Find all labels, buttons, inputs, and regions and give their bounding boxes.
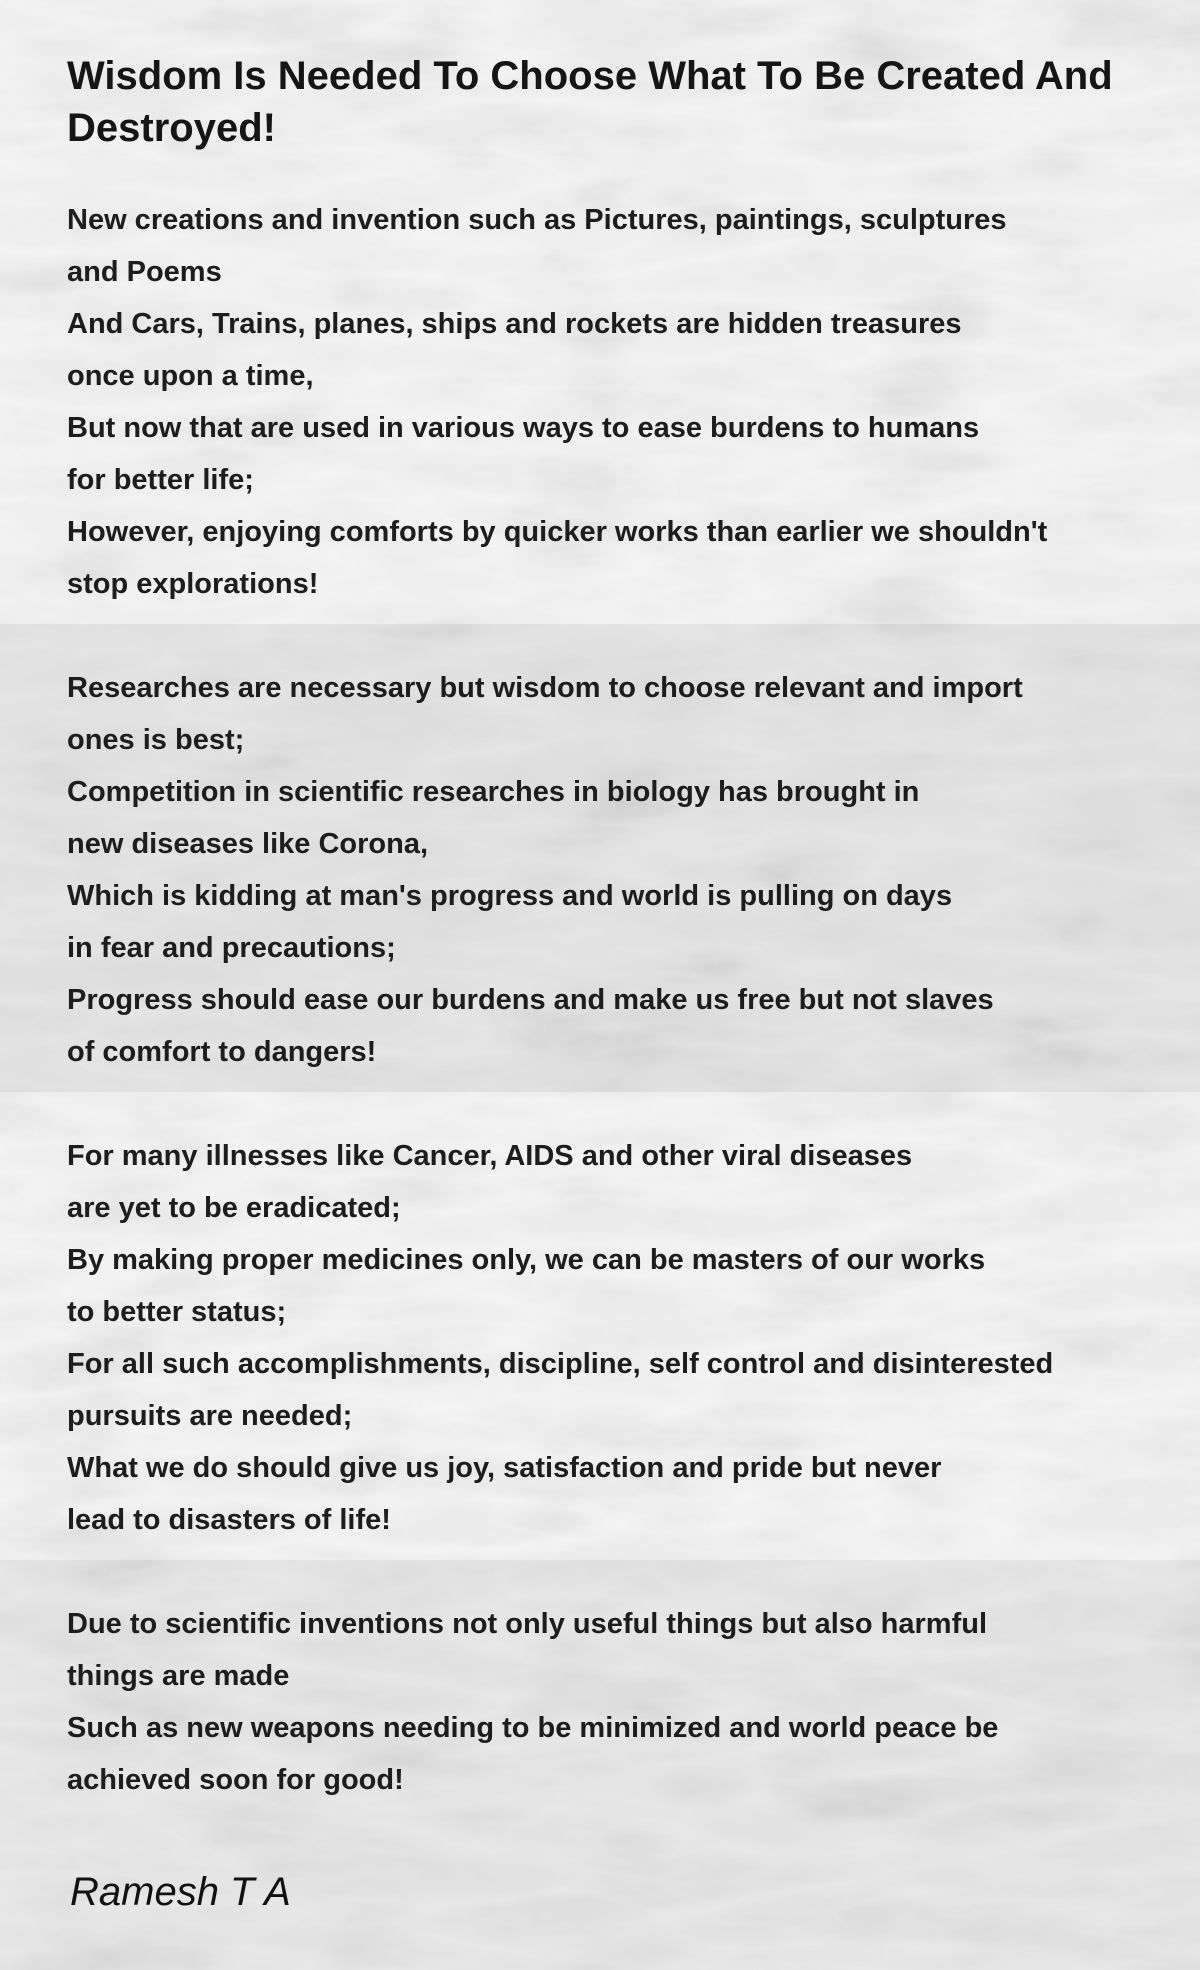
poem-stanza xyxy=(67,662,1177,1078)
poem-author: Ramesh T A xyxy=(70,1870,291,1914)
poem-line: new diseases like Corona, xyxy=(67,828,429,860)
poem-line: But now that are used in various ways to ease burdens to humans xyxy=(67,412,980,444)
poem-line: are yet to be eradicated; xyxy=(67,1192,401,1224)
poem-line: Such as new weapons needing to be minimized and world peace be xyxy=(67,1712,999,1744)
poem-line: achieved soon for good! xyxy=(67,1764,404,1796)
poem-line: ones is best; xyxy=(67,724,245,756)
poem-line: to better status; xyxy=(67,1296,287,1328)
poem-line: Researches are necessary but wisdom to choose relevant and import xyxy=(67,672,1023,704)
poem-line: stop explorations! xyxy=(67,568,319,600)
poem-line: and Poems xyxy=(67,256,222,288)
poem-line: New creations and invention such as Pictures, paintings, sculptures xyxy=(67,204,1007,236)
poem-line: What we do should give us joy, satisfaction and pride but never xyxy=(67,1452,942,1484)
poem-line: Which is kidding at man's progress and world is pulling on days xyxy=(67,880,953,912)
poem-line: pursuits are needed; xyxy=(67,1400,353,1432)
poem-line: Progress should ease our burdens and make us free but not slaves xyxy=(67,984,994,1016)
poem-stanza xyxy=(67,1598,1177,1806)
poem-line: things are made xyxy=(67,1660,290,1692)
poem-line: of comfort to dangers! xyxy=(67,1036,377,1068)
poem-line: Due to scientific inventions not only useful things but also harmful xyxy=(67,1608,987,1640)
poem-line: For all such accomplishments, discipline, self control and disinterested xyxy=(67,1348,1054,1380)
poem-line: Competition in scientific researches in biology has brought in xyxy=(67,776,920,808)
poem-line: in fear and precautions; xyxy=(67,932,396,964)
poem-line: By making proper medicines only, we can be masters of our works xyxy=(67,1244,986,1276)
poem-line: And Cars, Trains, planes, ships and rockets are hidden treasures xyxy=(67,308,962,340)
poem-line: for better life; xyxy=(67,464,254,496)
poem-line: lead to disasters of life! xyxy=(67,1504,391,1536)
poem-title: Wisdom Is Needed To Choose What To Be Created And Destroyed! xyxy=(67,54,1113,150)
poem-line: However, enjoying comforts by quicker works than earlier we shouldn't xyxy=(67,516,1048,548)
poem-card xyxy=(67,50,1177,1806)
poem-line: once upon a time, xyxy=(67,360,314,392)
poem-line: For many illnesses like Cancer, AIDS and other viral diseases xyxy=(67,1140,913,1172)
poem-stanza xyxy=(67,1130,1177,1546)
poem-stanza xyxy=(67,194,1177,610)
